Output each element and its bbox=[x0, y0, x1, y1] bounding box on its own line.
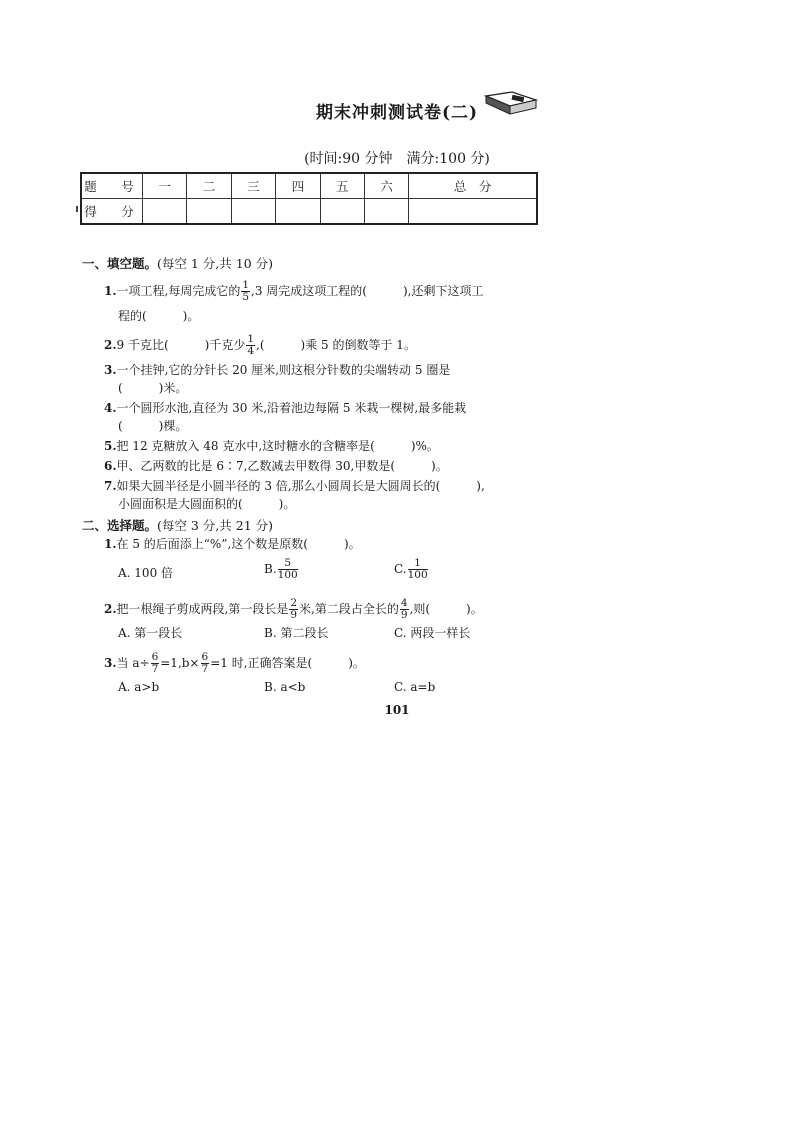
scan-mark bbox=[76, 206, 78, 212]
score-cell-total bbox=[409, 199, 537, 225]
choice-question-1 bbox=[104, 536, 361, 552]
fraction bbox=[408, 558, 428, 581]
question-number: 7. bbox=[104, 479, 117, 493]
section-1-title: 一、填空题。 bbox=[82, 256, 158, 271]
fraction bbox=[151, 652, 160, 675]
score-cell-1 bbox=[143, 199, 187, 225]
fraction bbox=[289, 598, 298, 621]
question-number: 2. bbox=[104, 338, 117, 352]
choice-3-option-b: B. a<b bbox=[264, 680, 306, 694]
question-text: 在 5 的后面添上“%”,这个数是原数( )。 bbox=[116, 537, 361, 551]
question-number: 4. bbox=[104, 401, 117, 415]
fraction-numerator: 5 bbox=[278, 558, 298, 570]
fraction-denominator: 100 bbox=[407, 569, 428, 581]
score-cell-6 bbox=[364, 199, 408, 225]
fill-question-6 bbox=[104, 458, 448, 474]
score-cell-3 bbox=[231, 199, 275, 225]
choice-2-option-a: A. 第一段长 bbox=[118, 626, 183, 640]
question-number: 3. bbox=[104, 363, 117, 377]
fraction-numerator: 6 bbox=[201, 651, 209, 663]
fraction bbox=[201, 652, 210, 675]
column-header-total: 总 分 bbox=[409, 173, 537, 199]
column-header-5: 五 bbox=[320, 173, 364, 199]
question-number: 6. bbox=[104, 459, 117, 473]
fill-question-1 bbox=[104, 280, 484, 303]
fill-question-4 bbox=[104, 400, 466, 416]
option-label: B. bbox=[264, 562, 277, 576]
fraction-numerator: 1 bbox=[408, 558, 428, 570]
fraction bbox=[400, 598, 409, 621]
fill-question-2 bbox=[104, 334, 416, 357]
question-text: 一个圆形水池,直径为 30 米,沿着池边每隔 5 米栽一棵树,最多能栽 bbox=[116, 401, 467, 415]
fill-question-7-continued: 小圆面积是大圆面积的( )。 bbox=[118, 497, 296, 511]
question-text: 甲、乙两数的比是 6∶7,乙数减去甲数得 30,甲数是( )。 bbox=[116, 459, 448, 473]
book-logo-icon bbox=[482, 90, 538, 118]
choice-question-2 bbox=[104, 598, 483, 621]
question-text: 米,第二段占全长的 bbox=[299, 602, 399, 616]
column-header-3: 三 bbox=[231, 173, 275, 199]
fraction-denominator: 7 bbox=[201, 663, 209, 675]
question-text: ,3 周完成这项工程的( ),还剩下这项工 bbox=[251, 284, 484, 298]
fraction-denominator: 9 bbox=[400, 609, 408, 621]
choice-1-option-c bbox=[394, 558, 429, 581]
question-text: ,则( )。 bbox=[409, 602, 483, 616]
column-header-4: 四 bbox=[276, 173, 320, 199]
choice-2-option-b: B. 第二段长 bbox=[264, 626, 329, 640]
fill-question-3-continued: ( )米。 bbox=[118, 381, 188, 395]
score-table-score-row bbox=[81, 199, 537, 225]
column-header-2: 二 bbox=[187, 173, 231, 199]
fraction-denominator: 4 bbox=[247, 345, 255, 357]
score-table bbox=[80, 172, 538, 225]
question-text: 一项工程,每周完成它的 bbox=[116, 284, 241, 298]
question-number: 5. bbox=[104, 439, 117, 453]
fraction bbox=[278, 558, 298, 581]
fraction-denominator: 7 bbox=[151, 663, 159, 675]
section-2-title: 二、选择题。 bbox=[82, 518, 158, 533]
fraction bbox=[246, 334, 255, 357]
choice-3-option-c: C. a=b bbox=[394, 680, 436, 694]
column-header-1: 一 bbox=[143, 173, 187, 199]
fraction bbox=[241, 280, 250, 303]
score-cell-5 bbox=[320, 199, 364, 225]
fraction-numerator: 1 bbox=[242, 279, 250, 291]
page-number: 101 bbox=[384, 703, 410, 717]
question-text: 一个挂钟,它的分针长 20 厘米,则这根分针数的尖端转动 5 圈是 bbox=[116, 363, 451, 377]
score-table-header-row bbox=[81, 173, 537, 199]
fill-question-1-continued: 程的( )。 bbox=[118, 309, 200, 323]
section-1-note: (每空 1 分,共 10 分) bbox=[157, 256, 273, 271]
question-text: ,( )乘 5 的倒数等于 1。 bbox=[256, 338, 416, 352]
question-text: 把 12 克糖放入 48 克水中,这时糖水的含糖率是( )%。 bbox=[116, 439, 439, 453]
section-2-heading bbox=[82, 516, 273, 534]
section-1-heading bbox=[82, 254, 273, 272]
question-number: 1. bbox=[104, 537, 117, 551]
page-title: 期末冲刺测试卷(二) bbox=[315, 103, 479, 123]
question-text: 当 a÷ bbox=[116, 656, 150, 670]
choice-3-option-a: A. a>b bbox=[118, 680, 160, 694]
fraction-numerator: 4 bbox=[400, 597, 408, 609]
fill-question-7 bbox=[104, 478, 485, 494]
question-number: 1. bbox=[104, 284, 117, 298]
column-header-6: 六 bbox=[364, 173, 408, 199]
fill-question-3 bbox=[104, 362, 450, 378]
choice-1-option-b bbox=[264, 558, 299, 581]
option-label: C. bbox=[394, 562, 407, 576]
fill-question-4-continued: ( )棵。 bbox=[118, 419, 188, 433]
row-label-question-number: 题 号 bbox=[81, 173, 143, 199]
choice-2-option-c: C. 两段一样长 bbox=[394, 626, 471, 640]
question-number: 3. bbox=[104, 656, 117, 670]
choice-1-option-a: A. 100 倍 bbox=[118, 566, 174, 580]
exam-time-and-score: (时间:90 分钟 满分:100 分) bbox=[304, 151, 490, 167]
fraction-denominator: 5 bbox=[242, 291, 250, 303]
question-text: 9 千克比( )千克少 bbox=[116, 338, 246, 352]
fraction-denominator: 100 bbox=[277, 569, 298, 581]
question-text: 如果大圆半径是小圆半径的 3 倍,那么小圆周长是大圆周长的( ), bbox=[116, 479, 485, 493]
fill-question-5 bbox=[104, 438, 439, 454]
question-number: 2. bbox=[104, 602, 117, 616]
question-text: =1,b× bbox=[160, 656, 200, 670]
fraction-numerator: 6 bbox=[151, 651, 159, 663]
section-2-note: (每空 3 分,共 21 分) bbox=[157, 518, 273, 533]
question-text: 把一根绳子剪成两段,第一段长是 bbox=[116, 602, 289, 616]
score-cell-4 bbox=[276, 199, 320, 225]
score-cell-2 bbox=[187, 199, 231, 225]
fraction-denominator: 9 bbox=[290, 609, 298, 621]
question-text: =1 时,正确答案是( )。 bbox=[210, 656, 365, 670]
choice-question-3 bbox=[104, 652, 365, 675]
row-label-score: 得 分 bbox=[81, 199, 143, 225]
fraction-numerator: 2 bbox=[290, 597, 298, 609]
fraction-numerator: 1 bbox=[247, 333, 255, 345]
